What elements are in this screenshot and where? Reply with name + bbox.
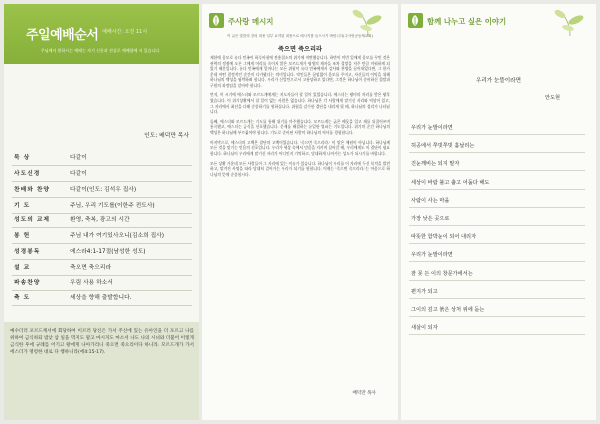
poem-line: 따뜻한 함박눈이 되어 내리자 (411, 234, 477, 241)
poem-title: 우리가 눈뜰이라면 (475, 78, 521, 84)
poem-line: 사람이 사는 마을 (411, 197, 450, 204)
poem-rule (409, 261, 585, 262)
worship-item-label: 성도의 교제 (14, 217, 51, 223)
sermon-subtitle: 이 글은 말씀의 강의 내용 일부 요약된 내용으로 메시지를 들으시기 바랍니다(주사랑공동체교회) (227, 34, 373, 38)
sermon-paragraph: 모든 상황 가운데 모든 사람들이 그 자리에 있는 이유가 있습니다. 하나님이 우리를 이 자리에 두신 목적을 발견하고, 맡겨진 사명을 따라 담대히 걸어가는 우리가 되기를 원합니다. 이제는 '죽으면 죽으리라.'는 마음으로 하나님의 뜻에 순종합시다. (210, 161, 390, 177)
poem-line: 허공에서 쭈빗쭈빗 흩날리는 (411, 143, 475, 150)
poem-rule (409, 243, 585, 244)
sermon-paragraph: 마지막으로, 에스더의 고백은 결단의 고백이었습니다. '죽으면 죽으리라.' 이 말은 체념이 아닙니다. 하나님께 모든 것을 맡기는 믿음의 선포입니다. 우리가 세상 속에서 믿음을 지키며 살아갈 때, 우리에게도 이 결단이 필요합니다. 하나님이 우리에게 맡기신 자리가 어디인지 기억하고, 담대하게 나아가는 성도가 되시기를 바랍니다. (210, 140, 390, 156)
worship-item-label: 기 도 (14, 203, 31, 209)
poem-line: 가장 낮은 곳으로 (411, 216, 450, 222)
worship-item (12, 262, 192, 276)
poem-line: 우리가 눈발이라면 (411, 252, 453, 259)
row-divider (12, 275, 192, 276)
worship-item (12, 246, 192, 260)
worship-item-label: 축 도 (14, 295, 31, 301)
worship-item-value: 다같이 (70, 171, 87, 177)
row-divider (12, 181, 192, 182)
bulletin-description: 주님께서 원하시는 예배는 자기 신분과 진실로 예배함에 서 있습니다 (40, 48, 160, 53)
bulletin-header (4, 4, 199, 64)
worship-item-value: 우림 사용 하소서 (70, 280, 113, 286)
worship-item-label: 봉 헌 (14, 233, 31, 239)
row-divider (12, 197, 192, 198)
poem-line: 새살이 되자 (411, 325, 438, 332)
poem-rule (409, 225, 585, 226)
row-divider (12, 290, 192, 291)
row-divider (12, 227, 192, 228)
leaf-logo-icon (208, 10, 226, 30)
worship-item (12, 277, 192, 291)
poem-rule (409, 189, 585, 190)
worship-item-value: 환영, 축복, 광고의 시간 (70, 217, 130, 223)
scripture-box (4, 322, 199, 420)
worship-item-value: 주님 내가 여기있사오니(김소희 집사) (70, 233, 165, 239)
row-divider (12, 259, 192, 260)
poem-panel (401, 4, 596, 420)
sermon-panel (202, 4, 398, 420)
worship-item-value: 세상을 향해 출발합니다. (70, 295, 132, 301)
worship-item (12, 168, 192, 182)
sermon-paragraph: 제한에 음모로 유다 민족이 하루아침에 전흥절소의 위기에 직면했습니다. 하만이 이번 일에게 음모를 꾸민 것은 권력의 정점에 오른 그에게 머리를 숙이지 않은 모르드개가 평생의 제자들 조차 절망을 저주 만큼 미워하게 되었기 때문입니다. 유다 민족에게 일어나는 모든 위험이 유다 민족에게서 감사와 찬양을 끌어내었다면, 그 한가운데 어떤 결정적인 순간이 다가왔다는 의미입니다. 악인들은 끊임없이 음모를 꾸미고, 자신들의 이익을 위해 하나님의 백성을 핍박하려 합니다. 우리가 신앙인으로서 고통당하고 있다면, 그것은 하나님이 준비하신 결말과 구원의 과정임을 알아야 합니다. (210, 56, 390, 88)
sermon-header (202, 4, 398, 36)
worship-item (12, 214, 192, 228)
bulletin-title: 주일예배순서 (26, 28, 99, 43)
service-time: 예배시간: 오전 11시 (102, 29, 148, 35)
poem-rule (409, 134, 585, 135)
poem-rule (409, 207, 585, 208)
worship-item-value: 다같이 (70, 155, 87, 161)
poem-rule (409, 316, 585, 317)
sermon-section-title: 주사랑 메시지 (228, 17, 274, 26)
poem-rule (409, 334, 585, 335)
preacher-label: 인도: 배덕만 목사 (144, 133, 189, 139)
poem-rule (409, 170, 585, 171)
plant-decoration-icon (536, 6, 590, 36)
worship-item-value: 축오면 축으리라 (70, 265, 112, 271)
row-divider (12, 243, 192, 244)
worship-item-label: 묵 상 (14, 155, 31, 161)
worship-item-label: 성경봉독 (14, 249, 41, 255)
poem-rule (409, 298, 585, 299)
poem-line: 편지가 되고 (411, 288, 438, 295)
poem-line: 우리가 눈발이라면 (411, 125, 453, 131)
poem-line: 진눈깨비는 되지 말자 (411, 161, 460, 168)
sermon-paragraph: 둘째, 에스더와 모르드개는 기도를 통해 위기를 마주했습니다. 모르드개는 굵은 베옷을 입고 재를 뒤집어쓰며 통곡했고, 에스더는 금식을 선포했습니다. 문제를 해결하는 유일한 열쇠는 기도입니다. 위기의 순간 하나님의 백성은 하나님께 부르짖어야 합니다. 기도로 준비된 사람이 하나님의 역사를 경험합니다. (210, 119, 390, 135)
worship-item-label: 사도신경 (14, 171, 41, 177)
worship-item (12, 152, 192, 166)
leaf-logo-icon (407, 10, 425, 30)
poem-header (401, 4, 596, 36)
worship-item-label: 설 교 (14, 265, 31, 271)
poem-line: 세상이 바람 불고 춥고 어둡다 해도 (411, 179, 490, 186)
poem-line: 그이의 깊고 붉은 상처 위에 돋는 (411, 307, 485, 313)
scripture-verse: 예수더러 포르드께서에 회당하여 이르러 당신은 가서 주신에 있는 유아인을 더 포르고 나를 위하여 금식하되 밤낮 삼 일을 먹지도 말고 마시지도 마소서 나도 나의 시녀와 더불어 이렇게 금식한 후에 규례를 어기고 왕에게 나아가리니 죽으면 죽으리이다 하니라. 모르드개가 가서 에스더가 명령한 대로 다 행하니라(에4:15-17). (10, 329, 194, 356)
worship-item-value: 주님, 우리 기도를(이한주 전도사) (70, 203, 155, 209)
sermon-title: 죽으면 죽으리라 (278, 46, 322, 53)
worship-item (12, 292, 192, 306)
plant-decoration-icon (338, 6, 392, 36)
worship-item-value: 에스라4:1-17절(남성한 성도) (70, 249, 146, 255)
worship-item-label: 파송찬양 (14, 280, 41, 286)
sermon-body (210, 56, 390, 182)
worship-item-label: 찬배와 찬양 (14, 187, 51, 193)
sermon-paragraph: 먼저, 이 시기에 에스더와 모르드개에게는 지도자들이 할 일이 있었습니다. 에스더는 왕비의 자리를 받은 왕후였습니다. 이 위기상황에서 할 일이 없는 사람은 없습니다. 하나님은 각 사람에게 맡기신 자리와 역할이 있고, 그 자리에서 최선을 다해 순종하기를 원하십니다. 위험을 감수한 결단을 내리게 될 때, 하나님의 섭리가 나타납니다. (210, 93, 390, 115)
bulletin-panel (4, 4, 199, 420)
poem-author: 안도현 (544, 95, 560, 101)
row-divider (12, 165, 192, 166)
poem-section-title: 함께 나누고 싶은 이야기 (427, 17, 507, 26)
worship-item-value: 다같이(인도: 김석우 집사) (70, 187, 137, 193)
sermon-signature: 배덕만 목사 (352, 391, 376, 396)
poem-rule (409, 280, 585, 281)
row-divider (12, 305, 192, 306)
worship-item (12, 230, 192, 244)
worship-item (12, 200, 192, 214)
poem-rule (409, 152, 585, 153)
worship-item (12, 184, 192, 198)
poem-line: 잠 못 든 이의 창문가에서는 (411, 270, 473, 277)
